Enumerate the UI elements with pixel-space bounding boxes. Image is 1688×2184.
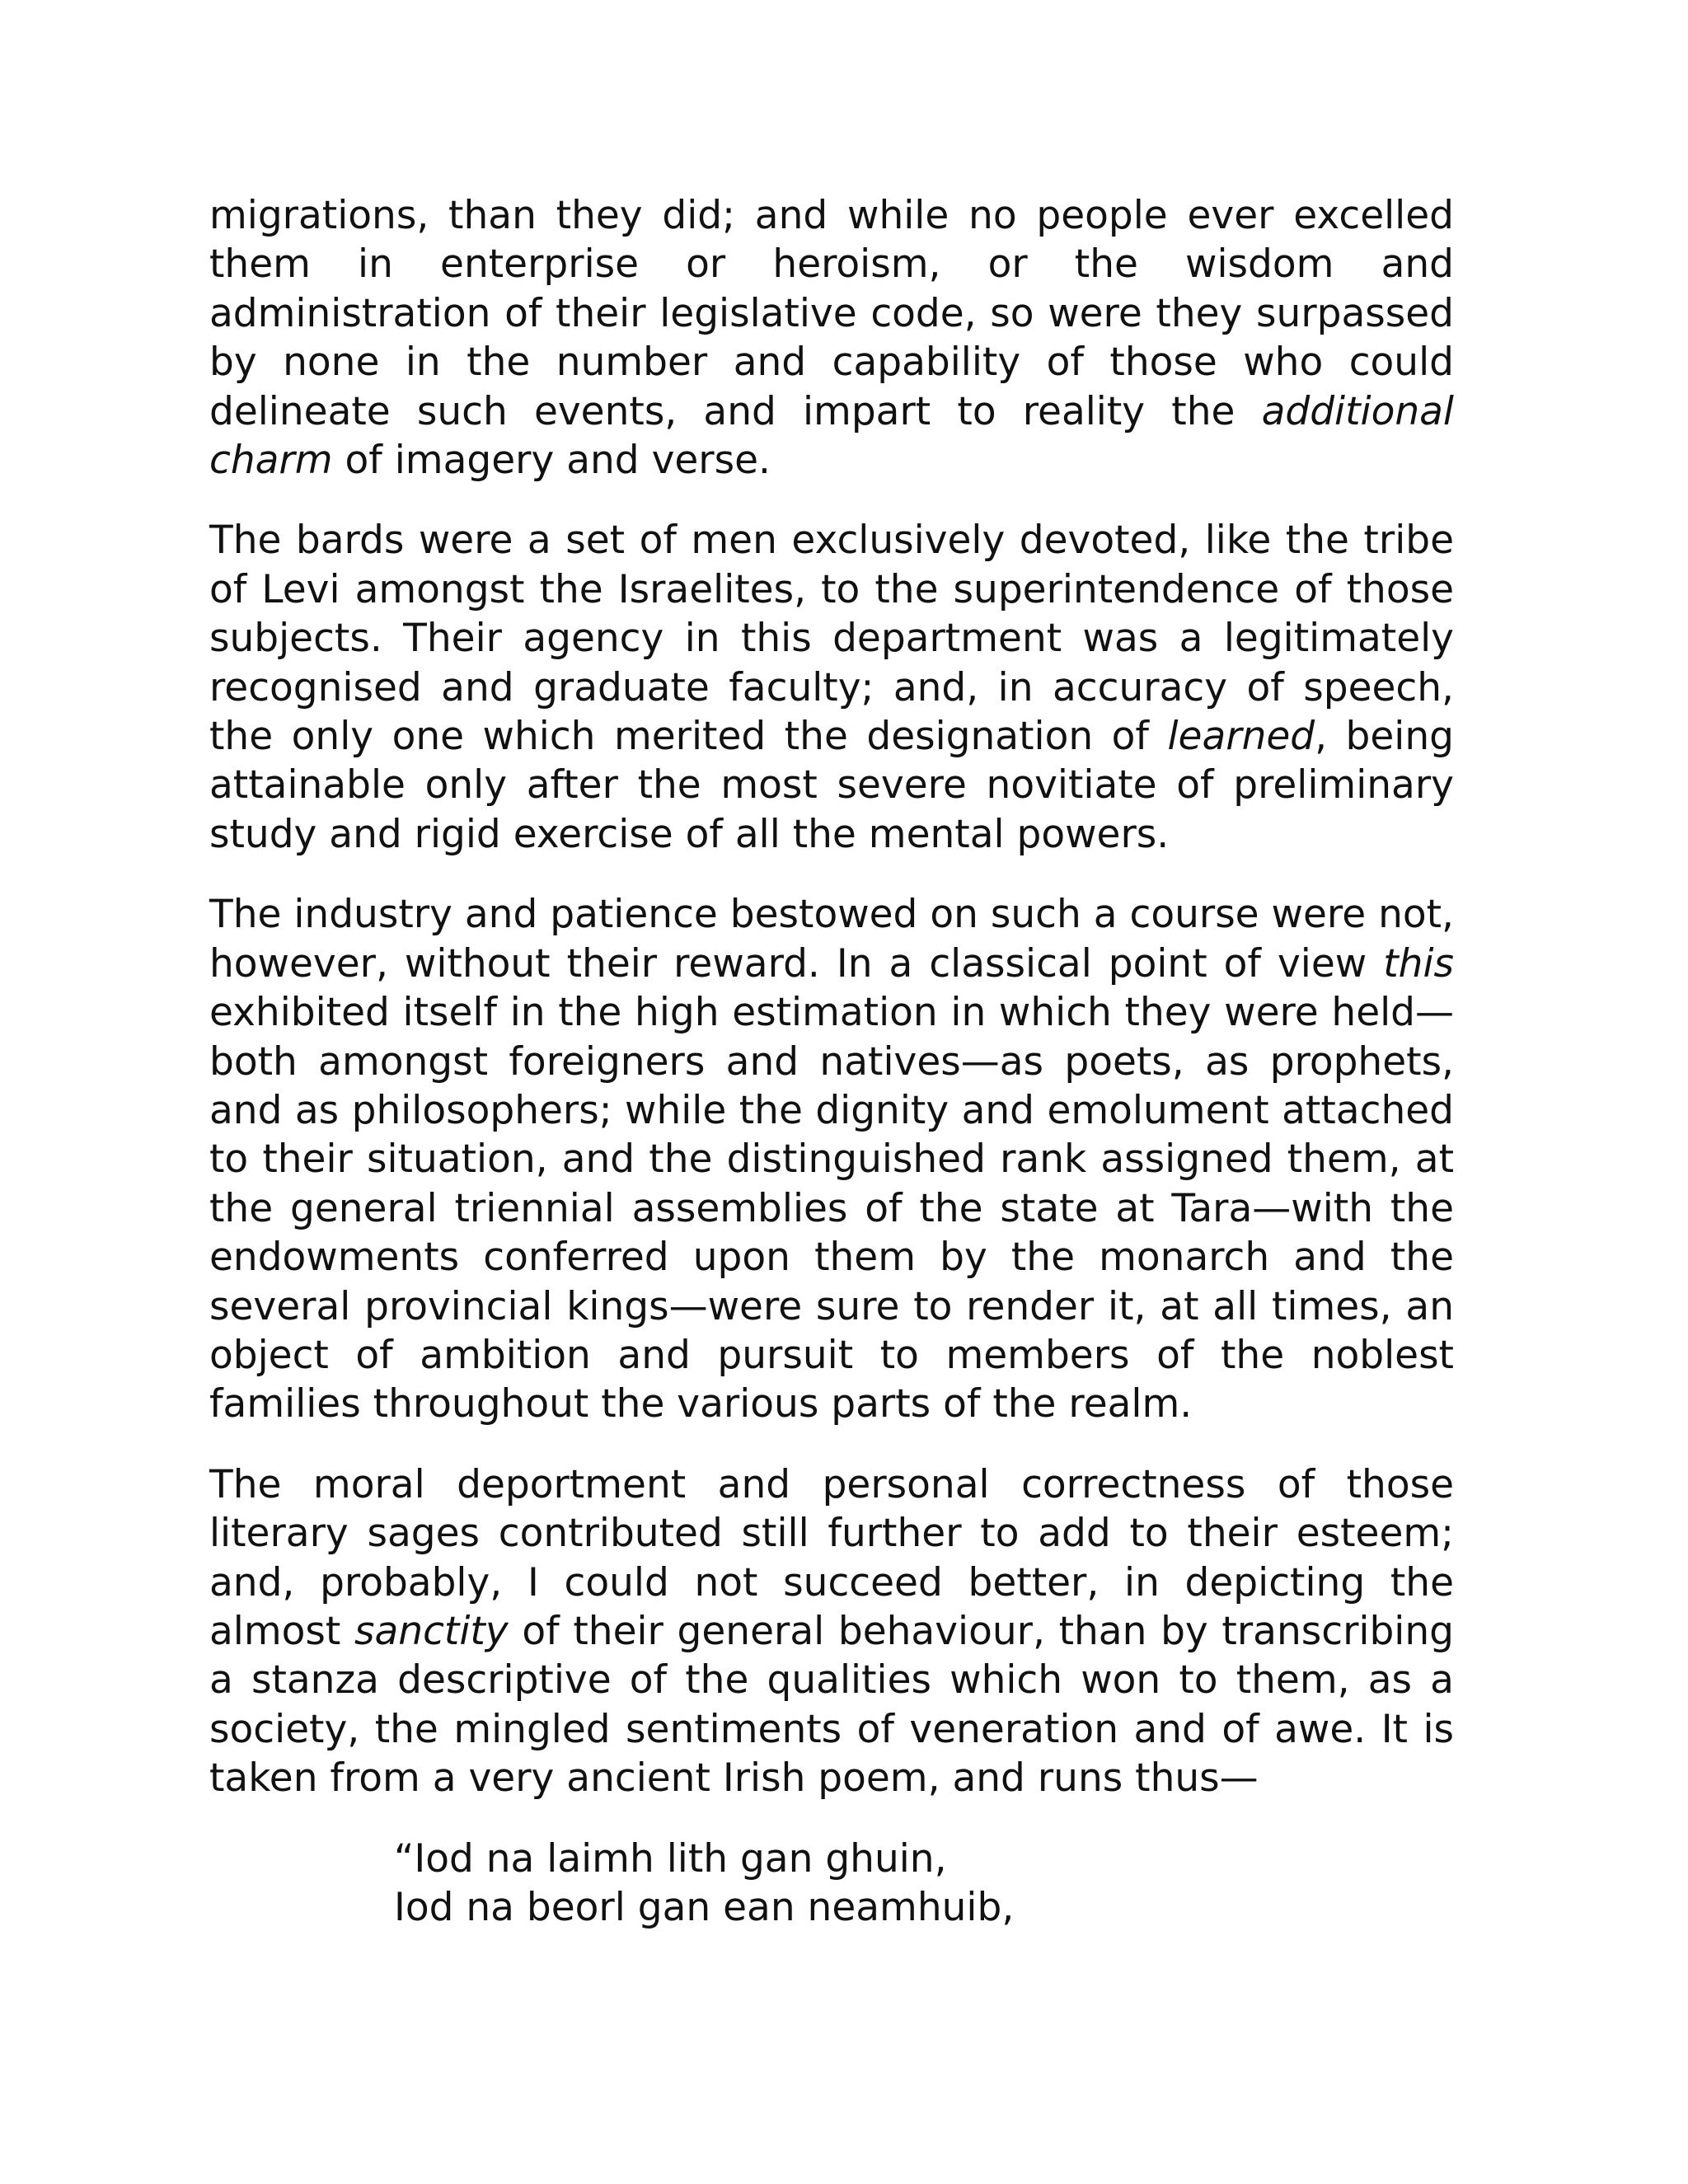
verse-line-1: “Iod na laimh lith gan ghuin, (394, 1835, 947, 1882)
paragraph-1-text-a: migrations, than they did; and while no people ever excelled them in enterprise or heroism, or the wisdom and administration of their legislative code, so were they surpassed by none in the number and capability of those who could delineate such events, and impart to reality the (209, 193, 1454, 434)
page-body (209, 191, 1454, 1932)
paragraph-4-text-b: of their general behaviour, than by transcribing a stanza descriptive of the qualities which won to them, as a society, the mingled sentiments of veneration and of awe. It is taken from a very ancient Irish poem, and runs thus— (209, 1608, 1454, 1802)
paragraph-4 (209, 1460, 1454, 1803)
paragraph-2-italic: learned (1167, 714, 1315, 760)
paragraph-3 (209, 890, 1454, 1428)
verse-stanza (209, 1835, 1454, 1933)
paragraph-1-italic: additional charm (209, 388, 1454, 484)
paragraph-3-italic: this (1383, 940, 1454, 987)
paragraph-1-text-b: of imagery and verse. (332, 438, 771, 484)
paragraph-2-text-a: The bards were a set of men exclusively devoted, like the tribe of Levi amongst the Israelites, to the superintendence of those subjects. Their agency in this department was a legitimately recognised and graduate faculty; and, in accuracy of speech, the only one which merited the designation of (209, 518, 1454, 760)
verse-line-2: Iod na beorl gan ean neamhuib, (394, 1885, 1015, 1930)
paragraph-1 (209, 191, 1454, 485)
paragraph-3-text-b: exhibited itself in the high estimation in which they were held—both amongst foreigners and natives—as poets, as prophets, and as philosophers; while the dignity and emolument attached to their situation, and the distinguished rank assigned them, at the general triennial assemblies of the state at Tara—with the endowments conferred upon them by the monarch and the several provincial kings—were sure to render it, at all times, an object of ambition and pursuit to members of the noblest families throughout the various parts of the realm. (209, 990, 1454, 1427)
paragraph-2 (209, 516, 1454, 859)
paragraph-4-text-a: The moral deportment and personal correctness of those literary sages contributed still further to add to their esteem; and, probably, I could not succeed better, in depicting the almost (209, 1461, 1454, 1654)
paragraph-2-text-b: , being attainable only after the most severe novitiate of preliminary study and rigid exercise of all the mental powers. (209, 714, 1454, 857)
paragraph-4-italic: sanctity (354, 1608, 509, 1654)
paragraph-3-text-a: The industry and patience bestowed on such a course were not, however, without their reward. In a classical point of view (209, 892, 1454, 987)
